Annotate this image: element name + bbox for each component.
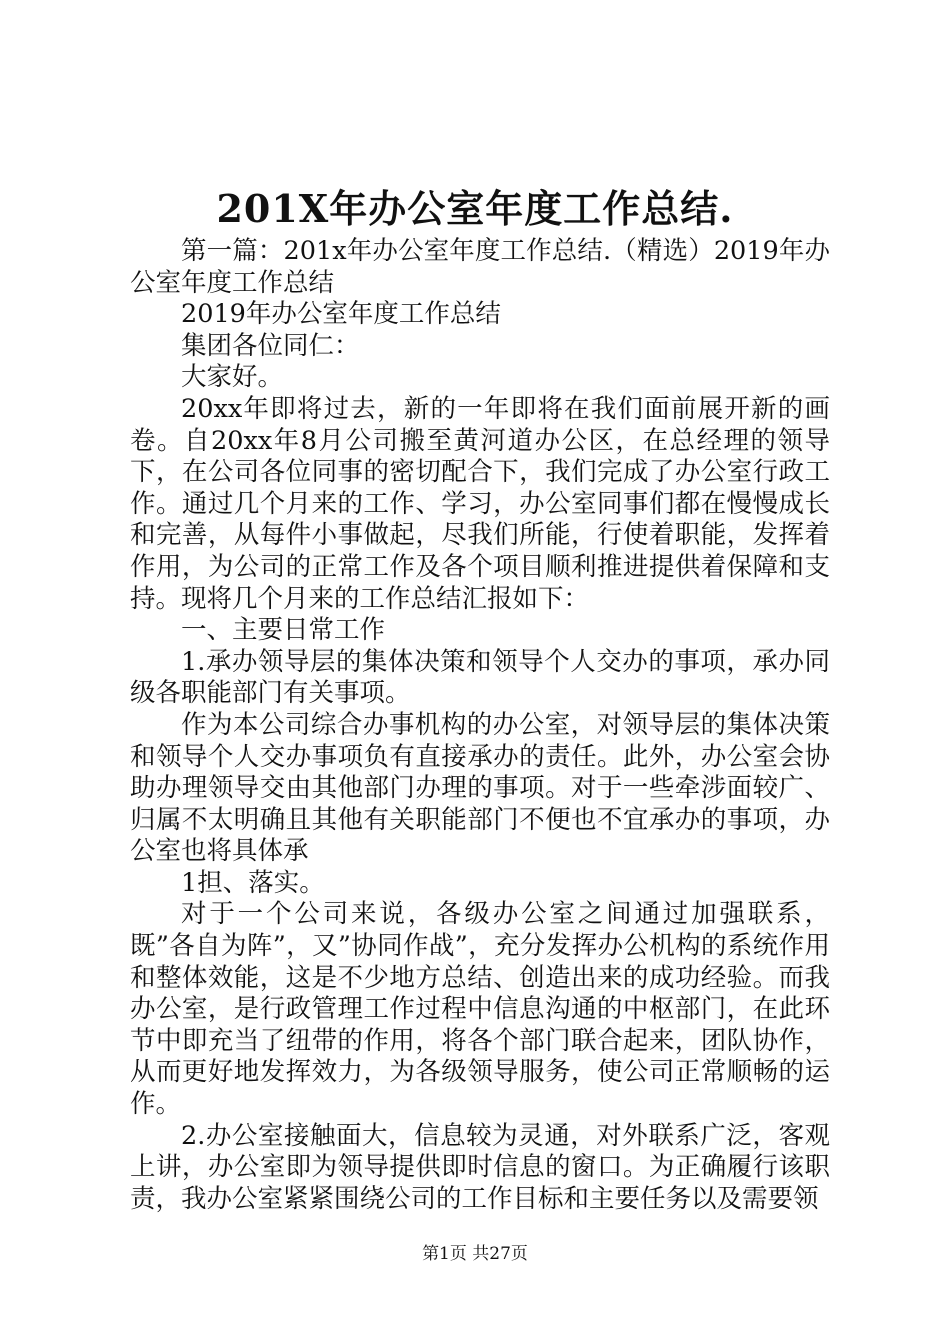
paragraph-item-2: 2.办公室接触面大，信息较为灵通，对外联系广泛，客观上讲，办公室即为领导提供即时信息的窗口。为正确履行该职责，我办公室紧紧围绕公司的工作目标和主要任务以及需要领 [130,1120,830,1214]
paragraph-salutation: 集团各位同仁： [181,330,360,361]
paragraph-subtitle: 2019年办公室年度工作总结 [181,299,501,330]
paragraph-overview: 20xx年即将过去，新的一年即将在我们面前展开新的画卷。自20xx年8月公司搬至黄河道办公区，在总经理的领导下，在公司各位同事的密切配合下，我们完成了办公室行政工作。通过几个月来的工作、学习，办公室同事们都在慢慢成长和完善，从每件小事做起，尽我们所能，行使着职能，发挥着作用，为公司的正常工作及各个项目顺利推进提供着保障和支持。现将几个月来的工作总结汇报如下： [130,393,830,614]
paragraph-intro: 第一篇：201x年办公室年度工作总结.（精选）2019年办公室年度工作总结 [130,236,830,298]
paragraph-item-1-detail: 作为本公司综合办事机构的办公室，对领导层的集体决策和领导个人交办事项负有直接承办的责任。此外，办公室会协助办理领导交由其他部门办理的事项。对于一些牵涉面较广、归属不太明确且其他有关职能部门不便也不宜承办的事项，办公室也将具体承 [130,709,830,867]
section-heading: 一、主要日常工作 [181,615,386,646]
paragraph-greeting: 大家好。 [181,362,284,393]
page-footer: 第1页 共27页 [422,1244,528,1264]
document-title: 201X年办公室年度工作总结. [216,186,734,231]
paragraph-coordination: 对于一个公司来说，各级办公室之间通过加强联系，既”各自为阵”，又”协同作战”，充分发挥办公机构的系统作用和整体效能，这是不少地方总结、创造出来的成功经验。而我办公室，是行政管理工作过程中信息沟通的中枢部门，在此环节中即充当了纽带的作用，将各个部门联合起来，团队协作，从而更好地发挥效力，为各级领导服务，使公司正常顺畅的运作。 [130,899,830,1120]
document-body [130,236,830,1215]
paragraph-item-1-continued: 1担、落实。 [181,867,325,898]
paragraph-item-1: 1.承办领导层的集体决策和领导个人交办的事项，承办同级各职能部门有关事项。 [130,646,830,709]
